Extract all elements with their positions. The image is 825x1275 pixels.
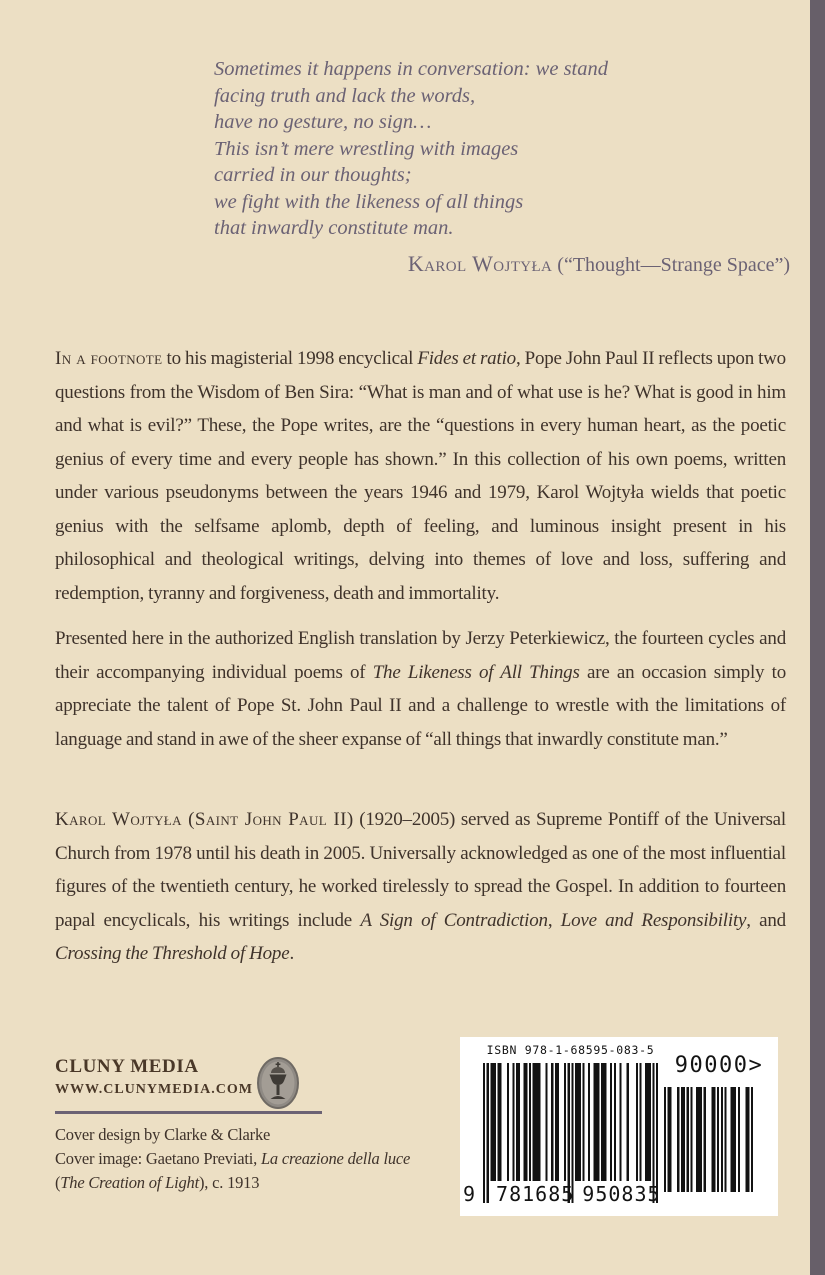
isbn-label: ISBN 978-1-68595-083-5 [486, 1043, 655, 1057]
author-bio: Karol Wojtyła (Saint John Paul II) (1920–2005) served as Supreme Pontiff of the Universal Church from 1978 until his death in 2005. Universally acknowledged as one of the most influential figures of the twentieth century, he worked tirelessly to spread the Gospel. In addition to fourteen papal encyclicals, his writings include A Sign of Contradiction, Love and Responsibility, and Crossing the Threshold of Hope. [55, 809, 786, 964]
supplement-barcode [662, 1087, 753, 1197]
publisher-name: CLUNY MEDIA [55, 1056, 199, 1077]
publisher-url: WWW.CLUNYMEDIA.COM [55, 1082, 253, 1097]
synopsis-paragraph-1: In a footnote to his magisterial 1998 encyclical Fides et ratio, Pope John Paul II reflects upon two questions from the Wisdom of Ben Sira: “What is man and of what use is he? What is good in him and what is evil?” These, the Pope writes, are the “questions in every human heart, as the poetic genius of every time and every people has shown.” In this collection of his own poems, written under various pseudonyms between the years 1946 and 1979, Karol Wojtyła wields that poetic genius with the selfsame aplomb, depth of feeling, and luminous insight present in his philosophical and theological writings, delving into themes of love and loss, suffering and redemption, tyranny and forgiveness, death and immortality. [55, 348, 786, 604]
cover-quote: Sometimes it happens in conversation: we stand facing truth and lack the words, have no gesture, no sign… This isn’t mere wrestling with images carried in our thoughts; we fight with the likeness of all things that inwardly constitute man. [214, 58, 609, 239]
divider-rule [55, 1111, 322, 1114]
credits-image: Cover image: Gaetano Previati, La creazione della luce [55, 1149, 411, 1168]
chalice-logo-icon [257, 1057, 299, 1114]
synopsis [55, 342, 786, 971]
quote-attribution: Karol Wojtyła (“Thought—Strange Space”) [407, 251, 790, 276]
credits-image-2: (The Creation of Light), c. 1913 [55, 1173, 260, 1192]
cover-credits [55, 1123, 455, 1195]
spine-strip [810, 0, 825, 1275]
credits-design: Cover design by Clarke & Clarke [55, 1125, 271, 1144]
synopsis-paragraph-2: Presented here in the authorized English translation by Jerzy Peterkiewicz, the fourteen cycles and their accompanying individual poems of The Likeness of All Things are an occasion simply to appreciate the talent of Pope St. John Paul II and a challenge to wrestle with the limitations of language and stand in awe of the sheer expanse of “all things that inwardly constitute man.” [55, 628, 786, 750]
barcode-digits: 9 781685 950835 [463, 1182, 661, 1206]
barcode-box [460, 1037, 778, 1216]
supplement-code: 90000> [674, 1053, 764, 1078]
